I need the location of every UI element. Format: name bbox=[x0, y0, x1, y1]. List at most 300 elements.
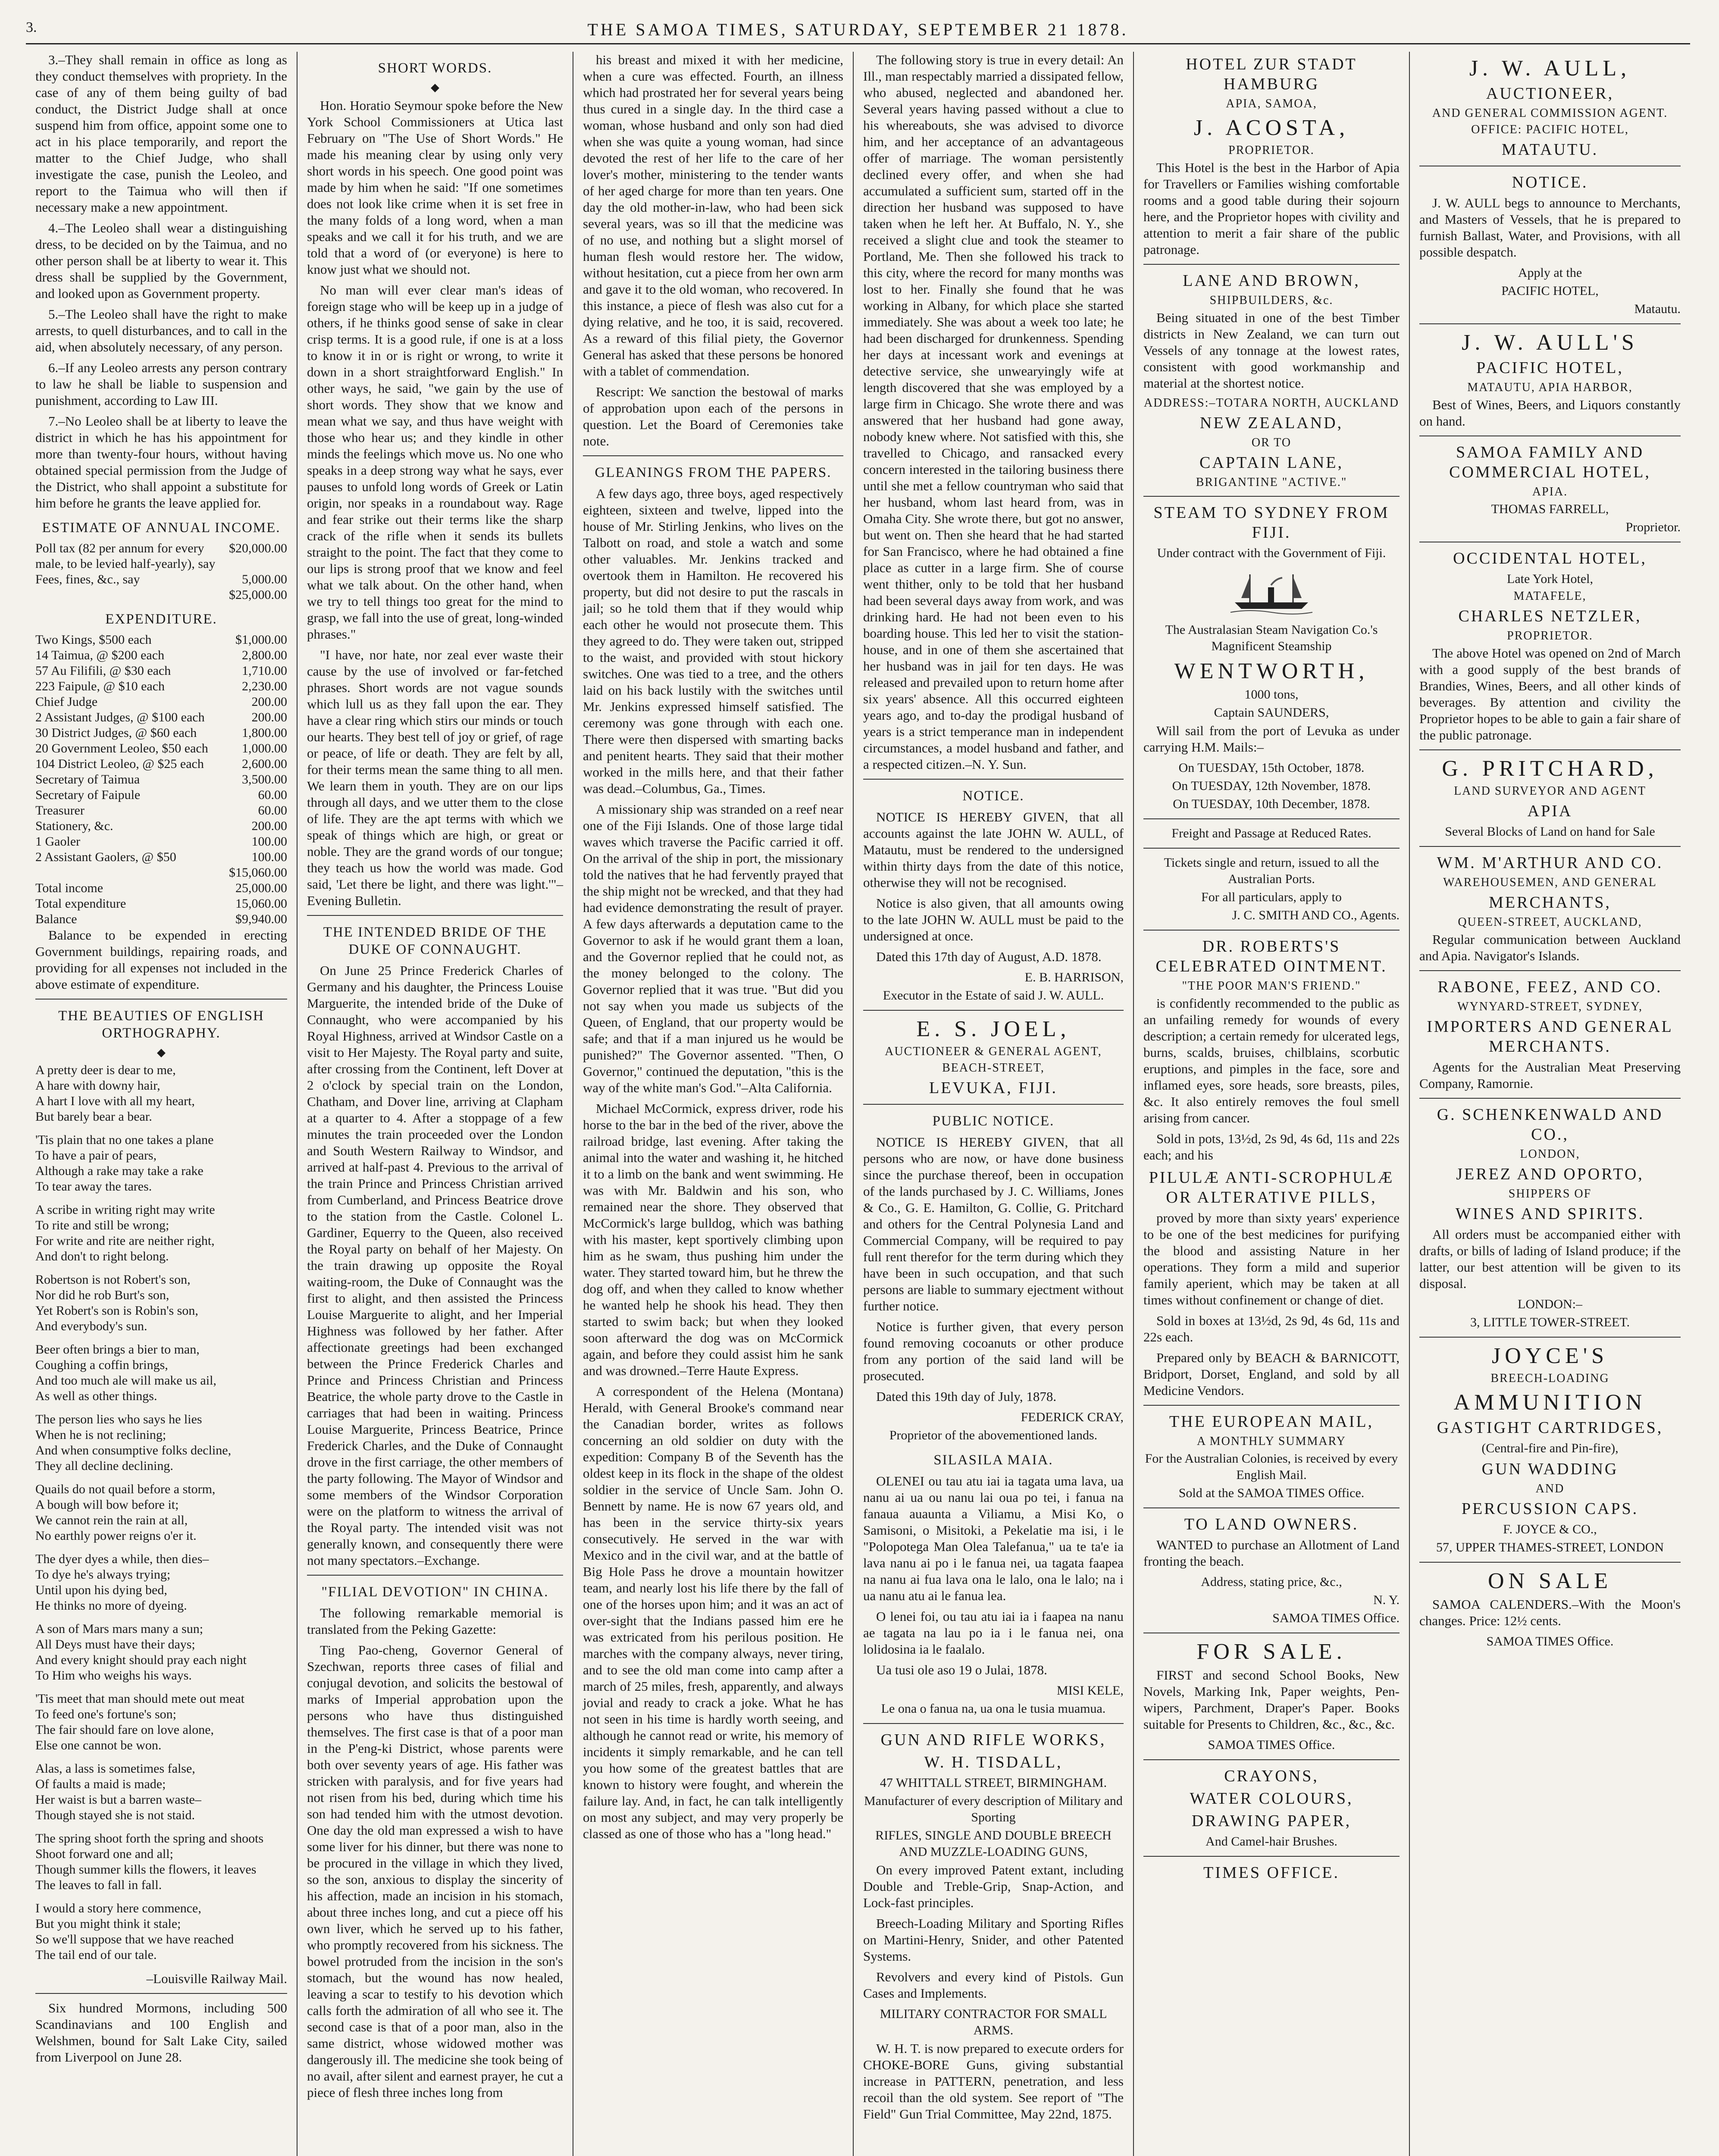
filial-article bbox=[307, 1605, 563, 2101]
ad-rabone bbox=[1419, 977, 1681, 1092]
ad-joel bbox=[863, 1017, 1124, 1098]
mormons-item: Six hundred Mormons, including 500 Scandinavians and 100 English and Welshmen, bound for Salt Lake City, sailed from Liverpool on June 28. bbox=[35, 2000, 287, 2065]
joyce-fire: (Central-fire and Pin-fire), bbox=[1481, 1441, 1619, 1455]
ledger-row bbox=[35, 881, 287, 896]
article-paragraph: "I have, nor hate, nor zeal ever waste their cause by the use of involved or far-fetched phrases. Short words are not vague sounds which lull us as they fall upon the ear. They have a clear ring which stirs our minds or touch our hearts. They best tell of joy or grief, of rage or peace, of life or death. They are felt by all, for their terms mean the same thing to all men. We learn them in youth. They are on our lips through all days, and we utter them to the close of life. They are the apt terms with which we speak of things which are high, or great or noble. They are the grand words of our tongue; they teach us how the world was made. God said, 'Let there be light, and there was light.'"–Evening Bulletin. bbox=[307, 647, 563, 908]
rabone-place: WYNYARD-STREET, SYDNEY, bbox=[1457, 1000, 1643, 1013]
poem-line: Robertson is not Robert's son, bbox=[35, 1272, 191, 1287]
ledger-label: 20 Government Leoleo, $50 each bbox=[35, 741, 208, 755]
ledger-row bbox=[35, 741, 287, 756]
notice-aull-estate bbox=[863, 787, 1124, 1004]
crayons-paper: DRAWING PAPER, bbox=[1191, 1812, 1352, 1830]
poem-line: 'Tis meet that man should mete out meat bbox=[35, 1692, 245, 1706]
divider bbox=[307, 915, 563, 916]
ledger-row bbox=[35, 756, 287, 772]
schen-title: G. SCHENKENWALD AND CO., bbox=[1437, 1106, 1663, 1144]
stanza-gap bbox=[35, 1334, 287, 1342]
joyce-ammo: AMMUNITION bbox=[1453, 1390, 1647, 1415]
divider bbox=[863, 1010, 1124, 1011]
ledger-row bbox=[35, 710, 287, 725]
divider bbox=[35, 999, 287, 1000]
steamship-icon bbox=[1228, 566, 1315, 617]
stanza-gap bbox=[35, 1893, 287, 1901]
poem-line: Quails do not quail before a storm, bbox=[35, 1482, 216, 1496]
divider bbox=[863, 779, 1124, 780]
ledger-row bbox=[35, 849, 287, 865]
mcarthur-title: WM. M'ARTHUR AND CO. bbox=[1437, 854, 1663, 872]
balance-row bbox=[35, 912, 287, 927]
poem-line: To dye he's always trying; bbox=[35, 1567, 171, 1582]
samoa-hotel-owner: THOMAS FARRELL, bbox=[1491, 502, 1609, 516]
joyce-title: JOYCE'S bbox=[1491, 1344, 1609, 1368]
pills-title: PILULÆ ANTI-SCROPHULÆ OR ALTERATIVE PILLS, bbox=[1149, 1169, 1394, 1206]
poem-line: To feed one's fortune's son; bbox=[35, 1707, 176, 1721]
pritchard-body: Several Blocks of Land on hand for Sale bbox=[1445, 824, 1655, 839]
article-paragraph: Ting Pao-cheng, Governor General of Szechwan, reports three cases of filial and conjugal devotion, and solicits the bestowal of marks of Imperial approbation upon the persons who have thus distinguished themselves. The first case is that of a poor man in the P'eng-ki District, whose parents were both over seventy years of age. His father was stricken with paralysis, and for five years had not risen from his bed, during which time his son had tended him with the utmost devotion. One day the old man expressed a wish to have some liver for his dinner, but there was none to be procured in the village in which they lived, so the son, anxious to display the sincerity of his affection, made an incision in his stomach, about three inches long, and cut a piece off his own liver, which he served up to his father, who promptly recovered from his sickness. The bowel protruded from the incision in the son's stomach, but the wound has now healed, leaving a scar to testify to his devotion which calls forth the admiration of all who see it. The second case is that of a poor man, also in the same district, whose widowed mother was dangerously ill. The medicine she took being of no avail, after silent and earnest prayer, he cut a piece of flesh three inches long from bbox=[307, 1642, 563, 2100]
ledger-row bbox=[35, 787, 287, 803]
gun-title: GUN AND RIFLE WORKS, bbox=[880, 1731, 1106, 1749]
expenditure-total-row bbox=[35, 865, 287, 881]
divider bbox=[1143, 1856, 1400, 1857]
roberts-sub: "THE POOR MAN'S FRIEND." bbox=[1182, 979, 1361, 993]
ledger-amount: 3,500.00 bbox=[242, 772, 287, 787]
pacific-title: J. W. AULL'S bbox=[1462, 330, 1638, 355]
story-article: The following story is true in every detail: An Ill., man respectably married a dissipated fellow, who abused, neglected and abandoned her. Several years having passed without a clue to his whereabouts, she was advised to divorce him, and her acceptance of an advantageous offer of marriage. The woman persistently declined every offer, and when she had accumulated a sufficient sum, started off in the direction her husband was supposed to have taken when he left her. At Buffalo, N. Y., she received a slight clue and took the steamer to Portland, Me. Then she followed his track to this city, where the record for many months was lost to her. Finally she found that he was working in Albany, for which place she started immediately. She was about a week too late; he had been discharged for drunkenness. Spending her days at incessant work and evenings at detective service, she unwearyingly wife at length discovered that she was employed by a large firm in Chicago. She wrote there and was answered that her husband had gone away, nobody knew where. Not satisfied with this, she travelled to Chicago, and ransacked every concern interested in the tailoring business there until she met a fellow countryman who said that her husband, whom last heard from, was in Omaha City. She wrote there, but got no answer, but went on. Then she heard that he had started for San Francisco, where he had obtained a fine place as cutter in a large firm. She of course went thither, only to be told that her husband had been several days away from work, and was drinking hard. He had not been even to his boarding house. This led her to visit the station-house, and in one of them she ascertained that her husband was in jail for ten days. He was released and prevailed upon to return home after six years' absence. All this occurred eighteen years ago, and to-day the prodigal husband of years is a strict temperance man in independent circumstances, a model husband and father, and a respected citizen.–N. Y. Sun. bbox=[863, 52, 1124, 772]
poem-line: But you might think it stale; bbox=[35, 1917, 181, 1931]
law-paragraph: 3.–They shall remain in office as long as they conduct themselves with propriety. In the case of any of them being guilty of bad conduct, the District Judge shall at once suspend him from office, appoint some one to act in his place temporarily, and report the matter to the Chief Judge, who shall investigate the case, punish the Leoleo, and report to the Taimua who will then if necessary make a new appointment. bbox=[35, 52, 287, 215]
mcarthur-place: QUEEN-STREET, AUCKLAND, bbox=[1458, 915, 1642, 929]
occ-place: MATAFELE, bbox=[1513, 589, 1587, 603]
divider bbox=[1419, 970, 1681, 971]
ad-occidental-hotel bbox=[1419, 548, 1681, 743]
hotel-owner: J. ACOSTA, bbox=[1193, 116, 1350, 140]
notice-title: NOTICE. bbox=[962, 788, 1024, 804]
divider bbox=[863, 1723, 1124, 1724]
divider bbox=[1143, 1507, 1400, 1508]
ledger-amount: 5,000.00 bbox=[242, 572, 287, 586]
steam-under: Under contract with the Government of Fiji. bbox=[1157, 546, 1386, 560]
pritchard-title: G. PRITCHARD, bbox=[1442, 756, 1658, 781]
joyce-address: 57, UPPER THAMES-STREET, LONDON bbox=[1436, 1540, 1664, 1554]
steam-date: On TUESDAY, 10th December, 1878. bbox=[1173, 797, 1370, 811]
article-paragraph: A missionary ship was stranded on a reef near one of the Fiji Islands. One of those large tidal waves which traverse the Pacific carried it off. On the arrival of the ship in port, the missionary told the natives that he had fervently prayed that the ship might not be wrecked, and that they had had evidence demonstrating the result of prayer. A few days afterwards a deputation came to the Governor to ask if he would grant them a loan, and the Governor replied that he could not, as the money belonged to the colony. The Governor replied that it was true. "But did you not say when you made us subjects of the Queen, of England, that our property would be safe; and that if a man injured us he would be punished?" The Governor assented. "Then, O Governor," continued the deputation, "this is the way of the white man's God."–Alta California. bbox=[583, 802, 843, 1095]
ledger-label: 223 Faipule, @ $10 each bbox=[35, 679, 165, 693]
pacific-hotel: PACIFIC HOTEL, bbox=[1476, 359, 1624, 377]
schen-place: LONDON, bbox=[1520, 1147, 1580, 1161]
ledger-row bbox=[35, 572, 287, 587]
silasila-signature: MISI KELE, bbox=[1057, 1683, 1124, 1698]
poem-line: The person lies who says he lies bbox=[35, 1412, 202, 1426]
steam-date: On TUESDAY, 15th October, 1878. bbox=[1178, 761, 1365, 775]
notice-body: NOTICE IS HEREBY GIVEN, that all accounts against the late JOHN W. AULL, of Matautu, must be rendered to the undersigned within thirty days from the date of this notice, otherwise they will not be recognised. bbox=[863, 809, 1124, 890]
public-notice-signature: FEDERICK CRAY, bbox=[1021, 1410, 1124, 1424]
lane-captain: CAPTAIN LANE, bbox=[1199, 454, 1343, 472]
ledger-row bbox=[35, 725, 287, 741]
column-6 bbox=[1410, 52, 1690, 2156]
poem-line: For write and rite are neither right, bbox=[35, 1234, 215, 1248]
public-notice-body: NOTICE IS HEREBY GIVEN, that all persons who are now, or have done business since the purchase thereof, been in occupation of the lands purchased by J. C. Williams, Jones & Co., G. E. Hamilton, G. Collie, G. Pritchard and others for the Central Polynesia Land and Commercial Company, will be required to pay full rent therefor for the term during which they have been in such occupation, and that such persons are liable to summary ejectment without further notice. bbox=[863, 1134, 1124, 1313]
poem-line: The spring shoot forth the spring and shoots bbox=[35, 1831, 264, 1846]
schen-wines: WINES AND SPIRITS. bbox=[1455, 1205, 1645, 1223]
gun-name: W. H. TISDALL, bbox=[924, 1753, 1063, 1771]
notice-role: Executor in the Estate of said J. W. AULL. bbox=[883, 988, 1104, 1003]
stanza-gap bbox=[35, 1404, 287, 1412]
public-notice-body-2: Notice is further given, that every person found removing cocoanuts or other produce from any portion of the said land will be prosecuted. bbox=[863, 1319, 1124, 1383]
gleanings-title: GLEANINGS FROM THE PAPERS. bbox=[595, 465, 832, 480]
filial-title: "FILIAL DEVOTION" IN CHINA. bbox=[321, 1584, 549, 1600]
poem-line: Her waist is but a barren waste– bbox=[35, 1792, 201, 1807]
lane-or: OR TO bbox=[1251, 436, 1292, 449]
public-notice-date: Dated this 19th day of July, 1878. bbox=[876, 1389, 1057, 1404]
lane-nz: NEW ZEALAND, bbox=[1199, 414, 1343, 432]
pills-prepared: Prepared only by BEACH & BARNICOTT, Bridport, Dorset, England, and sold by all Medicine Vendors. bbox=[1143, 1350, 1400, 1398]
mcarthur-sub2: MERCHANTS, bbox=[1489, 893, 1611, 912]
joyce-caps: PERCUSSION CAPS. bbox=[1461, 1500, 1639, 1518]
ad-pacific-hotel bbox=[1419, 330, 1681, 429]
income-total: $25,000.00 bbox=[229, 588, 287, 602]
gun-body-3: Revolvers and every kind of Pistols. Gun Cases and Implements. bbox=[863, 1969, 1124, 2001]
steam-ship-name: WENTWORTH, bbox=[1174, 659, 1369, 683]
poem-line: I would a story here commence, bbox=[35, 1901, 201, 1915]
ledger-label: Fees, fines, &c., say bbox=[35, 572, 140, 586]
silasila-notice bbox=[863, 1451, 1124, 1717]
joel-address: BEACH-STREET, bbox=[942, 1061, 1045, 1075]
poem-line: A hart I love with all my heart, bbox=[35, 1094, 195, 1108]
poem-line: Coughing a coffin brings, bbox=[35, 1358, 168, 1372]
divider bbox=[1419, 1562, 1681, 1563]
schen-sub: JEREZ AND OPORTO, bbox=[1456, 1165, 1644, 1183]
masthead-title: THE SAMOA TIMES, SATURDAY, SEPTEMBER 21 1878. bbox=[587, 20, 1129, 39]
poem bbox=[35, 1062, 287, 1971]
ledger-row bbox=[35, 679, 287, 694]
pacific-body: Best of Wines, Beers, and Liquors constantly on hand. bbox=[1419, 397, 1681, 429]
aull-sub: AND GENERAL COMMISSION AGENT. bbox=[1432, 107, 1668, 120]
poem-line: Yet Robert's son is Robin's son, bbox=[35, 1304, 198, 1318]
joyce-sub: BREECH-LOADING bbox=[1490, 1372, 1609, 1385]
steam-agent: J. C. SMITH AND CO., Agents. bbox=[1232, 908, 1400, 922]
onsale-title: ON SALE bbox=[1487, 1569, 1613, 1593]
samoa-hotel-role: Proprietor. bbox=[1625, 520, 1681, 534]
pacific-place: MATAUTU, APIA HARBOR, bbox=[1467, 381, 1633, 394]
silasila-date: Ua tusi ole aso 19 o Julai, 1878. bbox=[876, 1662, 1047, 1677]
ad-on-sale bbox=[1419, 1569, 1681, 1650]
steam-tickets: Tickets single and return, issued to all the Australian Ports. bbox=[1164, 856, 1379, 886]
ledger-label: Total income bbox=[35, 881, 103, 895]
ornament-icon: ◆ bbox=[157, 1046, 166, 1059]
poem-source: –Louisville Railway Mail. bbox=[146, 1971, 287, 1986]
ledger-amount: 1,000.00 bbox=[242, 741, 287, 755]
pritchard-place: APIA bbox=[1527, 802, 1573, 820]
aull-place: MATAUTU. bbox=[1501, 141, 1599, 159]
article-paragraph: Hon. Horatio Seymour spoke before the New York School Commissioners at Utica last February on "The Use of Short Words." He made his meaning clear by using only very short words in his speech. One good point was made by him when he said: "If one sometimes does not look like crime when it is set free in the many folds of a long word, when a man speaks and we call it for his truth, and we are told that a word of (or everyone) is here to know just what we should not. bbox=[307, 98, 563, 277]
ad-european-mail bbox=[1143, 1412, 1400, 1501]
aull-notice-title: NOTICE. bbox=[1512, 173, 1588, 191]
poem-line: But barely bear a bear. bbox=[35, 1109, 152, 1124]
ledger-label: Two Kings, $500 each bbox=[35, 633, 152, 647]
mcarthur-body: Regular communication between Auckland and Apia. Navigator's Islands. bbox=[1419, 932, 1681, 963]
poem-line: The dyer dyes a while, then dies– bbox=[35, 1552, 209, 1566]
joel-role: AUCTIONEER & GENERAL AGENT, bbox=[885, 1045, 1102, 1058]
euro-sub: A MONTHLY SUMMARY bbox=[1197, 1435, 1346, 1448]
rabone-body: Agents for the Australian Meat Preserving Company, Ramornie. bbox=[1419, 1059, 1681, 1091]
poem-line: Though summer kills the flowers, it leaves bbox=[35, 1862, 257, 1877]
balance-label: Balance bbox=[35, 912, 77, 926]
poem-line: A pretty deer is dear to me, bbox=[35, 1063, 176, 1077]
joyce-wad: GUN WADDING bbox=[1481, 1460, 1619, 1478]
law-paragraph: 4.–The Leoleo shall wear a distinguishing dress, to be decided on by the Taimua, and no other person shall be at liberty to wear it. This dress shall be supplied by the Government, and looked upon as Government property. bbox=[35, 220, 287, 301]
steam-freight: Freight and Passage at Reduced Rates. bbox=[1171, 826, 1371, 840]
hotel-title: HOTEL ZUR STADT HAMBURG bbox=[1186, 55, 1357, 93]
public-notice bbox=[863, 1112, 1124, 1444]
pills-body: proved by more than sixty years' experience to be one of the best medicines for purifying the blood and assisting Nature in her operations. They form a mild and superior family aperient, which may be taken at all times without confinement or change of diet. bbox=[1143, 1210, 1400, 1307]
roberts-sold: Sold in pots, 13½d, 2s 9d, 4s 6d, 11s and 22s each; and his bbox=[1143, 1131, 1400, 1163]
law-paragraph: 5.–The Leoleo shall have the right to make arrests, to quell disturbances, and to call in the aid, when absolutely necessary, of any person. bbox=[35, 307, 287, 354]
article-paragraph: No man will ever clear man's ideas of foreign stage who will be keep up in a judge of others, if he thinks good sense of sake in clear crisp terms. It is a good rule, if one is at a loss to know it in or is right or wrong, to write it down in a short straightforward English." In other ways, he said, "we gain by the use of short words. They show that we know and mean what we say, and thus have weight with those who hear us; and they kindle in other minds the feelings which move us. No one who speaks in a deep strong way what he says, ever pauses to unfold long words of Greek or Latin origin, nor speaks in a roundabout way. Rage and fear strike out their terms like the sharp crack of the rifle when it sends its bullets straight to the point. The fact that they come to our lips is strong proof that we know and feel what we talk about. On the other hand, when we try to tell things too great for the mind to grasp, we fall into the use of great, long-winded phrases." bbox=[307, 282, 563, 642]
ledger-label: Secretary of Faipule bbox=[35, 788, 141, 802]
divider bbox=[1143, 1405, 1400, 1406]
divider bbox=[1143, 818, 1400, 819]
lane-body: Being situated in one of the best Timber districts in New Zealand, we can turn out Vessels of any tonnage at the lowest rates, consistent with good workmanship and material at the shortest notice. bbox=[1143, 310, 1400, 391]
expenditure-heading: EXPENDITURE. bbox=[105, 611, 217, 627]
poem-line: The fair should fare on love alone, bbox=[35, 1723, 214, 1737]
poem-line: Though stayed she is not staid. bbox=[35, 1808, 195, 1822]
steam-tons: 1000 tons, bbox=[1244, 687, 1299, 702]
poem-line: A scribe in writing right may write bbox=[35, 1203, 215, 1217]
poem-title: THE BEAUTIES OF ENGLISH ORTHOGRAPHY. bbox=[58, 1008, 264, 1041]
column-4 bbox=[854, 52, 1134, 2156]
gun-body-2: Breech-Loading Military and Sporting Rifles on Martini-Henry, Snider, and other Patented Systems. bbox=[863, 1916, 1124, 1964]
poem-line: Although a rake may take a rake bbox=[35, 1164, 204, 1178]
steam-captain: Captain SAUNDERS, bbox=[1214, 705, 1329, 720]
steam-apply: For all particulars, apply to bbox=[1201, 890, 1342, 904]
ad-lane-brown bbox=[1143, 271, 1400, 490]
poem-line: Beer often brings a bier to man, bbox=[35, 1342, 200, 1357]
ledger-label: Poll tax (82 per annum for every male, to be levied half-yearly), say bbox=[35, 541, 216, 571]
bride-article bbox=[307, 962, 563, 1569]
poem-line: So we'll suppose that we have reached bbox=[35, 1932, 234, 1946]
article-paragraph: Rescript: We sanction the bestowal of marks of approbation upon each of the persons in question. Let the Board of Ceremonies take note. bbox=[583, 384, 843, 448]
public-notice-title: PUBLIC NOTICE. bbox=[932, 1113, 1055, 1129]
steam-company: The Australasian Steam Navigation Co.'s Magnificent Steamship bbox=[1165, 623, 1378, 653]
poem-line: When he is not reclining; bbox=[35, 1428, 166, 1442]
ledger-amount: 60.00 bbox=[258, 803, 287, 818]
ledger-amount: 1,710.00 bbox=[242, 664, 287, 678]
page-number: 3. bbox=[26, 19, 37, 35]
aull-notice-apply: Apply at the bbox=[1518, 266, 1582, 280]
stanza-gap bbox=[35, 1823, 287, 1831]
poem-line: Alas, a lass is sometimes false, bbox=[35, 1761, 195, 1776]
poem-line: As well as other things. bbox=[35, 1389, 157, 1403]
ledger-label: Stationery, &c. bbox=[35, 819, 113, 833]
article-paragraph: his breast and mixed it with her medicine, when a cure was effected. Fourth, an illness which had prostrated her for several years being thus cured in a single day. In the third case a woman, whose husband and only son had died when she was quite a young woman, had since devoted the rest of her life to the care of her lover's mother, ministering to the tender wants of her aged charge for more than ten years. One day the old mother-in-law, who had been sick several years, was so ill that the medicine was of no use, and nothing but a slight morsel of human flesh would restore her. The widow, without hesitation, cut a piece from her own arm and gave it to the old woman, who recovered. In this instance, a piece of flesh was also cut for a dying relative, and he too, it is said, recovered. As a reward of this filial piety, the Governor General has asked that these persons be honored with a tablet of commendation. bbox=[583, 52, 843, 379]
ledger-amount: 100.00 bbox=[251, 834, 287, 849]
occ-owner: CHARLES NETZLER, bbox=[1458, 607, 1642, 625]
ledger-row bbox=[35, 772, 287, 787]
columns bbox=[26, 52, 1690, 2156]
poem-line: The tail end of our tale. bbox=[35, 1948, 157, 1962]
ledger-row bbox=[35, 632, 287, 648]
steam-title: STEAM TO SYDNEY FROM FIJI. bbox=[1153, 504, 1390, 542]
column-1 bbox=[26, 52, 297, 2156]
rabone-sub: IMPORTERS AND GENERAL MERCHANTS. bbox=[1427, 1018, 1673, 1056]
income-table bbox=[35, 541, 287, 587]
balance-amount: $9,940.00 bbox=[235, 912, 287, 926]
onsale-body: SAMOA CALENDERS.–With the Moon's changes. Price: 12½ cents. bbox=[1419, 1597, 1681, 1628]
ad-aull-notice bbox=[1419, 172, 1681, 317]
ledger-label: Treasurer bbox=[35, 803, 85, 818]
ledger-amount: 15,060.00 bbox=[235, 896, 287, 911]
ledger-label: 104 District Leoleo, @ $25 each bbox=[35, 757, 204, 771]
expenditure-total: $15,060.00 bbox=[229, 865, 287, 880]
aull-notice-matautu: Matautu. bbox=[1634, 302, 1681, 316]
ledger-label: 1 Gaoler bbox=[35, 834, 81, 849]
poem-line: 'Tis plain that no one takes a plane bbox=[35, 1133, 214, 1147]
article-paragraph: Michael McCormick, express driver, rode his horse to the bar in the bed of the river, above the railroad bridge, last evening. After taking the animal into the water and washing it, he hitched it to a limb on the bank and went swimming. He was with Mr. Baldwin and his son, who remained near the shore. They observed that McCormick's large bulldog, which was bathing with his master, kept sportively climbing upon him as he swam, thus pushing him under the water. They started toward him, but he threw the dog off, and when they called to know whether he wanted help he shook his head. They then started to swim back; but when they looked soon afterward the dog was on McCormick again, and before they could assist him he sank and was drowned.–Terre Haute Express. bbox=[583, 1101, 843, 1378]
poem-line: They all decline declining. bbox=[35, 1459, 173, 1473]
divider bbox=[1419, 749, 1681, 750]
sale-title: FOR SALE. bbox=[1196, 1639, 1346, 1664]
poem-line: A son of Mars mars many a sun; bbox=[35, 1622, 204, 1636]
stanza-gap bbox=[35, 1544, 287, 1551]
ledger-row bbox=[35, 803, 287, 818]
law-paragraph: 7.–No Leoleo shall be at liberty to leave the district in which he has his appointment for more than twenty-four hours, without having obtained special permission from the Judge of the District, who shall appoint a substitute for him before he grants the leave applied for. bbox=[35, 414, 287, 511]
filial-article-continued bbox=[583, 52, 843, 449]
samoa-hotel-title: SAMOA FAMILY AND COMMERCIAL HOTEL, bbox=[1449, 443, 1651, 481]
divider bbox=[1419, 1098, 1681, 1099]
land-initials: N. Y. bbox=[1373, 1593, 1400, 1607]
bride-title: THE INTENDED BRIDE OF THE DUKE OF CONNAUGHT. bbox=[323, 924, 547, 957]
ad-roberts-ointment bbox=[1143, 937, 1400, 1399]
expenditure-table bbox=[35, 632, 287, 865]
occ-late: Late York Hotel, bbox=[1507, 572, 1593, 586]
ad-schenkenwald bbox=[1419, 1105, 1681, 1331]
hotel-role: PROPRIETOR. bbox=[1228, 144, 1315, 157]
ledger-row bbox=[35, 896, 287, 912]
poem-line: To rite and still be wrong; bbox=[35, 1218, 169, 1232]
ledger-row bbox=[35, 834, 287, 849]
ledger-amount: 2,230.00 bbox=[242, 679, 287, 693]
short-words-article bbox=[307, 97, 563, 909]
ad-steam bbox=[1143, 503, 1400, 924]
gun-note: W. H. T. is now prepared to execute orders for CHOKE-BORE Guns, giving substantial increase in PATTERN, penetration, and less recoil than the old system. See report of "The Field" Gun Trial Committee, May 22nd, 1875. bbox=[863, 2041, 1124, 2122]
ledger-row bbox=[35, 818, 287, 834]
divider bbox=[1143, 848, 1400, 849]
poem-line: Shoot forward one and all; bbox=[35, 1847, 173, 1861]
poem-line: A bough will bow before it; bbox=[35, 1498, 179, 1512]
divider bbox=[1419, 323, 1681, 324]
poem-line: A hare with downy hair, bbox=[35, 1078, 160, 1093]
schen-address: 3, LITTLE TOWER-STREET. bbox=[1470, 1315, 1630, 1329]
stanza-gap bbox=[35, 1753, 287, 1761]
ad-gun-works bbox=[863, 1730, 1124, 2122]
ad-joyce bbox=[1419, 1344, 1681, 1556]
pills-sold: Sold in boxes at 13½d, 2s 9d, 4s 6d, 11s and 22s each. bbox=[1143, 1313, 1400, 1344]
poem-line: Of faults a maid is made; bbox=[35, 1777, 166, 1791]
rabone-title: RABONE, FEEZ, AND CO. bbox=[1437, 978, 1663, 996]
silasila-body-2: O lenei foi, ou tau atu iai ia i faapea na nanu ae tagata na lau po ia i le fanua nei, ona lolidosina ia le faalalo. bbox=[863, 1609, 1124, 1657]
hotel-body: This Hotel is the best in the Harbor of Apia for Travellers or Families wishing comfortable rooms and a good table during their sojourn here, and the Proprietor hopes with civility and attention to merit a fair share of the public patronage. bbox=[1143, 160, 1400, 257]
ad-hotel-hamburg bbox=[1143, 54, 1400, 258]
article-paragraph: On June 25 Prince Frederick Charles of Germany and his daughter, the Princess Louise Marguerite, the intended bride of the Duke of Connaught, who were accompanied by his Royal Highness, arrived at Windsor Castle on a visit to Her Majesty. The Royal party and suite, after crossing from the Continent, left Dover at 2 o'clock by special train on the London, Chatham, and Dover line, arriving at Clapham at a quarter to 4. After a stoppage of a few minutes the train proceeded over the London and South Western Railway to Windsor, and arrived at half-past 4. Previous to the arrival of the train Prince and Princess Christian arrived from Cumberland, and Princess Beatrice drove to the station from the Castle. Colonel L. Gardiner, Equerry to the Queen, also received the Royal party on behalf of her Majesty. On the train drawing up opposite the Royal waiting-room, the Duke of Connaught was the first to alight, and then assisted the Princess Louise Marguerite to alight, and her Imperial Highness was followed by her father. After affectionate greetings had been exchanged between the Prince Frederick Charles and Prince and Princess Christian and Princess Beatrice, the whole party drove to the Castle in carriages that had been in waiting. Princess Louise Marguerite, Princess Beatrice, Prince Frederick Charles, and the Duke of Connaught drove in the first carriage, the other members of the party following. The Mayor of Windsor and some members of the Windsor Corporation were on the platform to witness the arrival of the Royal party. The intended visit was not generally known, and consequently there were not many spectators.–Exchange. bbox=[307, 963, 563, 1568]
divider bbox=[1143, 264, 1400, 265]
land-address: Address, stating price, &c., bbox=[1201, 1575, 1342, 1589]
schen-body: All orders must be accompanied either with drafts, or bills of lading of Island produce; if the latter, our best attention will be given to its disposal. bbox=[1419, 1227, 1681, 1291]
ledger-amount: $1,000.00 bbox=[235, 633, 287, 647]
divider bbox=[35, 1993, 287, 1994]
poem-line: To have a pair of pears, bbox=[35, 1148, 157, 1163]
ledger-amount: 60.00 bbox=[258, 788, 287, 802]
column-3 bbox=[573, 52, 854, 2156]
ledger-label: 57 Au Filifili, @ $30 each bbox=[35, 664, 171, 678]
occ-body: The above Hotel was opened on 2nd of March with a good supply of the best brands of Brandies, Wines, Beers, and all other kinds of beverages. By attention and civility the Proprietor hopes to be able to gain a fair share of the public patronage. bbox=[1419, 646, 1681, 743]
roberts-title: DR. ROBERTS'S CELEBRATED OINTMENT. bbox=[1155, 937, 1387, 975]
aull-notice-body: J. W. AULL begs to announce to Merchants, and Masters of Vessels, that he is prepared to furnish Ballast, Water, and Provisions, with all possible despatch. bbox=[1419, 195, 1681, 260]
ledger-row bbox=[35, 648, 287, 663]
aull-title: J. W. AULL, bbox=[1469, 56, 1631, 81]
poem-line: And everybody's sun. bbox=[35, 1319, 147, 1333]
ledger-amount: 200.00 bbox=[251, 710, 287, 724]
ad-samoa-family-hotel bbox=[1419, 442, 1681, 536]
ad-mcarthur bbox=[1419, 853, 1681, 964]
lane-brig: BRIGANTINE "ACTIVE." bbox=[1196, 476, 1347, 489]
sale-office: SAMOA TIMES Office. bbox=[1208, 1738, 1335, 1752]
ornament-icon: ◆ bbox=[431, 81, 439, 94]
ad-pritchard bbox=[1419, 756, 1681, 840]
onsale-office: SAMOA TIMES Office. bbox=[1486, 1634, 1614, 1648]
aull-notice-hotel: PACIFIC HOTEL, bbox=[1501, 284, 1599, 298]
lane-sub: SHIPBUILDERS, &c. bbox=[1209, 294, 1334, 307]
poem-line: And every knight should pray each night bbox=[35, 1653, 247, 1667]
ledger-amount: 2,600.00 bbox=[242, 757, 287, 771]
euro-title: THE EUROPEAN MAIL, bbox=[1169, 1413, 1374, 1431]
divider bbox=[583, 455, 843, 456]
joyce-gas: GASTIGHT CARTRIDGES, bbox=[1437, 1419, 1663, 1437]
occ-role: PROPRIETOR. bbox=[1507, 629, 1593, 642]
stanza-gap bbox=[35, 1963, 287, 1971]
joyce-firm: F. JOYCE & CO., bbox=[1503, 1522, 1597, 1536]
steam-sail: Will sail from the port of Levuka as under carrying H.M. Mails:– bbox=[1143, 723, 1400, 755]
divider bbox=[863, 1104, 1124, 1105]
ad-for-sale bbox=[1143, 1639, 1400, 1753]
income-total-row bbox=[35, 587, 287, 603]
poem-line: To tear away the tares. bbox=[35, 1179, 152, 1194]
poem-line: Nor did he rob Burt's son, bbox=[35, 1288, 169, 1302]
ledger-amount: 1,800.00 bbox=[242, 726, 287, 740]
ledger-label: Chief Judge bbox=[35, 695, 98, 709]
public-notice-role: Proprietor of the abovementioned lands. bbox=[889, 1428, 1098, 1442]
steam-date: On TUESDAY, 12th November, 1878. bbox=[1172, 779, 1371, 793]
article-paragraph: A correspondent of the Helena (Montana) Herald, with General Brooke's command near the Canadian border, writes as follows concerning an old soldier on duty with the expedition: Company B of the Seventh has the oldest keep in its flock in the shape of the oldest soldier in the service of Uncle Sam. John O. Bennett by name. He is now 67 years old, and has been in the service thirty-six years consecutively. He served in the war with Mexico and in the civil war, and at the battle of Big Hole Pass he drove a mountain howitzer team, and nearly lost his life there by the fall of one of the horses upon him; and it was an act of over-sight that the Indians passed him ere he was extricated from his perilous position. He marches with the company always, never tiring, and to see the old man come into camp after a march of 25 miles, fresh, apparently, and always jovial and ready to crack a joke. What he has not seen in his time is hardly worth seeing, and although he cannot read or write, his memory of incidents it simply remarkable, and he can tell you how some of the greatest battles that are known to history were fought, and wherein the failure lay. And, in fact, he can talk intelligently on most any subject, and may very properly be classed as one of those who has a "long head." bbox=[583, 1384, 843, 1841]
gun-contract: MILITARY CONTRACTOR FOR SMALL ARMS. bbox=[880, 2007, 1107, 2037]
poem-line: No earthly power reigns o'er it. bbox=[35, 1529, 197, 1543]
ledger-amount: 200.00 bbox=[251, 695, 287, 709]
poem-line: He thinks no more of dyeing. bbox=[35, 1598, 187, 1613]
land-office: SAMOA TIMES Office. bbox=[1272, 1611, 1400, 1625]
aull-office: OFFICE: PACIFIC HOTEL, bbox=[1471, 123, 1629, 136]
stanza-gap bbox=[35, 1683, 287, 1691]
ledger-label: Secretary of Taimua bbox=[35, 772, 140, 787]
ledger-row bbox=[35, 663, 287, 679]
crayons-title: CRAYONS, bbox=[1224, 1767, 1319, 1785]
silasila-body: OLENEI ou tau atu iai ia tagata uma lava, ua nanu ai ua ou nanu lai oua po tei, i fanua na fanaua auaunta a Viliamu, a Misi Ko, o Samisoni, o Misitoki, a Pekelatie ma isi, i le "Polopotega Man Olea Talefanua," ua te ta'e ia lava nanu ai po i le fanua nei, ua tagata faapea na nanu ai fua lava ona le lalo, ona le lalo; na i ua nanu atu ai le fanua lea. bbox=[863, 1473, 1124, 1603]
schen-role: SHIPPERS OF bbox=[1508, 1187, 1592, 1200]
law-section bbox=[35, 52, 287, 511]
ledger-amount: 2,800.00 bbox=[242, 648, 287, 662]
ad-aull-auctioneer bbox=[1419, 56, 1681, 160]
poem-line: And don't to right belong. bbox=[35, 1249, 169, 1263]
column-5 bbox=[1134, 52, 1410, 2156]
joel-city: LEVUKA, FIJI. bbox=[929, 1079, 1058, 1097]
